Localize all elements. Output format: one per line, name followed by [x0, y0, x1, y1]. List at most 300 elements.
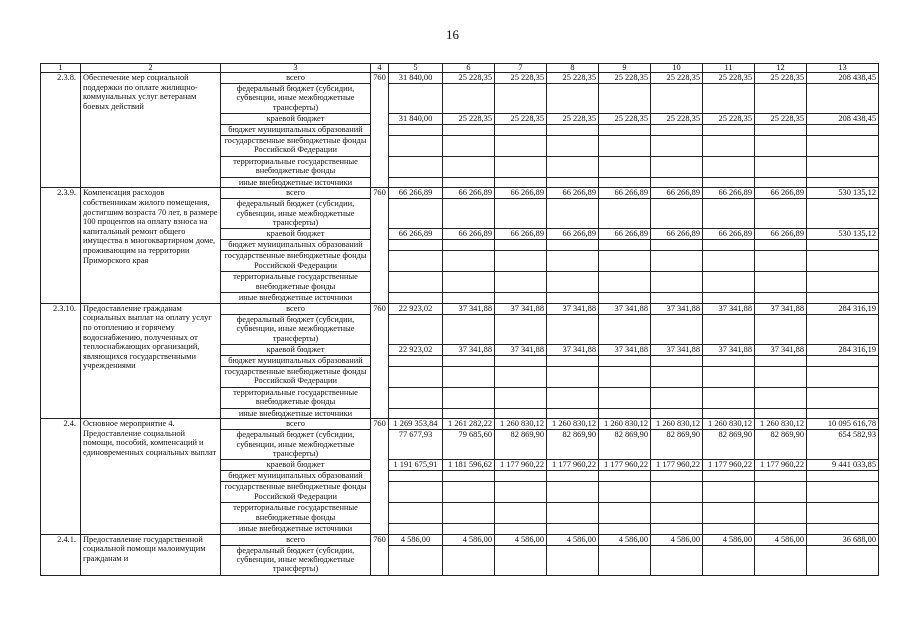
value-cell — [703, 178, 755, 188]
value-cell — [807, 524, 879, 534]
value-cell — [495, 199, 547, 229]
value-cell: 25 228,35 — [495, 73, 547, 84]
value-cell — [389, 524, 443, 534]
value-cell: 1 177 960,22 — [495, 460, 547, 471]
value-cell — [389, 293, 443, 303]
value-cell — [755, 136, 807, 157]
funding-source: государственные внебюджетные фонды Российской Федерации — [221, 366, 371, 387]
value-cell — [547, 503, 599, 524]
value-cell — [443, 471, 495, 482]
value-cell: 37 341,88 — [755, 344, 807, 355]
value-cell — [755, 199, 807, 229]
value-cell — [389, 387, 443, 408]
value-cell — [495, 387, 547, 408]
admin-code: 760 — [371, 303, 389, 418]
table-row — [41, 188, 879, 199]
value-cell: 66 266,89 — [389, 229, 443, 240]
value-cell: 1 260 830,12 — [495, 419, 547, 430]
value-cell — [389, 125, 443, 136]
header-cell-8: 8 — [547, 64, 599, 73]
value-cell — [807, 471, 879, 482]
value-cell: 66 266,89 — [651, 188, 703, 199]
value-cell — [651, 178, 703, 188]
value-cell — [599, 251, 651, 272]
admin-code: 760 — [371, 419, 389, 534]
value-cell: 25 228,35 — [651, 114, 703, 125]
value-cell — [755, 408, 807, 418]
value-cell — [443, 524, 495, 534]
value-cell — [599, 84, 651, 114]
funding-source: всего — [221, 188, 371, 199]
value-cell — [651, 355, 703, 366]
value-cell: 37 341,88 — [443, 303, 495, 314]
table-row — [41, 73, 879, 84]
value-cell: 37 341,88 — [495, 303, 547, 314]
value-cell — [547, 387, 599, 408]
value-cell — [495, 157, 547, 178]
value-cell — [755, 293, 807, 303]
value-cell: 4 586,00 — [443, 534, 495, 545]
value-cell — [495, 272, 547, 293]
value-cell: 4 586,00 — [703, 534, 755, 545]
row-number: 2.4. — [41, 419, 81, 534]
funding-source: бюджет муниципальных образований — [221, 355, 371, 366]
value-cell — [495, 240, 547, 251]
value-cell — [599, 471, 651, 482]
header-cell-11: 11 — [703, 64, 755, 73]
admin-code: 760 — [371, 534, 389, 575]
funding-source: федеральный бюджет (субсидии, субвенции, иные межбюджетные трансферты) — [221, 545, 371, 575]
value-cell — [495, 293, 547, 303]
value-cell: 208 438,45 — [807, 73, 879, 84]
value-cell: 37 341,88 — [703, 344, 755, 355]
value-cell: 530 135,12 — [807, 188, 879, 199]
value-cell: 66 266,89 — [495, 229, 547, 240]
value-cell — [651, 387, 703, 408]
value-cell: 66 266,89 — [755, 188, 807, 199]
value-cell — [755, 178, 807, 188]
value-cell: 25 228,35 — [443, 114, 495, 125]
value-cell — [703, 366, 755, 387]
value-cell — [807, 293, 879, 303]
event-name: Основное мероприятие 4. Предоставление социальной помощи, пособий, компенсаций и единовременных социальных выплат — [81, 419, 221, 534]
value-cell: 37 341,88 — [651, 344, 703, 355]
value-cell — [495, 545, 547, 575]
admin-code: 760 — [371, 73, 389, 188]
funding-source: территориальные государственные внебюджетные фонды — [221, 503, 371, 524]
value-cell — [807, 314, 879, 344]
value-cell — [443, 136, 495, 157]
value-cell: 25 228,35 — [495, 114, 547, 125]
value-cell: 79 685,60 — [443, 430, 495, 460]
value-cell — [703, 503, 755, 524]
value-cell: 25 228,35 — [703, 114, 755, 125]
value-cell: 1 260 830,12 — [755, 419, 807, 430]
value-cell — [599, 366, 651, 387]
value-cell — [807, 503, 879, 524]
value-cell — [755, 157, 807, 178]
funding-source: всего — [221, 303, 371, 314]
value-cell: 31 840,00 — [389, 114, 443, 125]
value-cell — [651, 251, 703, 272]
value-cell: 4 586,00 — [599, 534, 651, 545]
value-cell — [495, 84, 547, 114]
value-cell — [807, 366, 879, 387]
value-cell — [547, 366, 599, 387]
value-cell — [651, 157, 703, 178]
value-cell — [755, 366, 807, 387]
value-cell — [651, 199, 703, 229]
value-cell — [547, 314, 599, 344]
value-cell: 1 181 596,62 — [443, 460, 495, 471]
value-cell — [495, 524, 547, 534]
value-cell — [389, 314, 443, 344]
value-cell — [651, 84, 703, 114]
value-cell — [495, 503, 547, 524]
value-cell — [651, 545, 703, 575]
value-cell — [651, 136, 703, 157]
header-cell-7: 7 — [495, 64, 547, 73]
value-cell — [547, 545, 599, 575]
value-cell: 25 228,35 — [651, 73, 703, 84]
funding-source: иные внебюджетные источники — [221, 293, 371, 303]
value-cell — [547, 408, 599, 418]
value-cell — [495, 366, 547, 387]
value-cell: 530 135,12 — [807, 229, 879, 240]
funding-source: бюджет муниципальных образований — [221, 125, 371, 136]
funding-source: федеральный бюджет (субсидии, субвенции, иные межбюджетные трансферты) — [221, 430, 371, 460]
value-cell: 1 177 960,22 — [547, 460, 599, 471]
value-cell — [807, 408, 879, 418]
value-cell — [599, 503, 651, 524]
event-name: Обеспечение мер социальной поддержки по оплате жилищно-коммунальных услуг ветеранам боевых действий — [81, 73, 221, 188]
value-cell: 37 341,88 — [495, 344, 547, 355]
value-cell — [755, 251, 807, 272]
value-cell: 284 316,19 — [807, 303, 879, 314]
value-cell — [755, 471, 807, 482]
value-cell — [651, 471, 703, 482]
value-cell: 66 266,89 — [703, 188, 755, 199]
value-cell — [807, 136, 879, 157]
value-cell — [599, 125, 651, 136]
funding-source: краевой бюджет — [221, 229, 371, 240]
header-row — [41, 64, 879, 73]
header-cell-12: 12 — [755, 64, 807, 73]
value-cell — [599, 199, 651, 229]
funding-source: территориальные государственные внебюджетные фонды — [221, 387, 371, 408]
value-cell — [599, 524, 651, 534]
value-cell — [389, 366, 443, 387]
value-cell: 37 341,88 — [443, 344, 495, 355]
value-cell: 82 869,90 — [599, 430, 651, 460]
value-cell — [651, 503, 703, 524]
value-cell — [703, 157, 755, 178]
funding-source: бюджет муниципальных образований — [221, 240, 371, 251]
value-cell — [807, 240, 879, 251]
value-cell — [599, 240, 651, 251]
value-cell: 1 177 960,22 — [651, 460, 703, 471]
value-cell: 25 228,35 — [755, 73, 807, 84]
funding-source: территориальные государственные внебюджетные фонды — [221, 272, 371, 293]
value-cell: 82 869,90 — [547, 430, 599, 460]
value-cell: 1 177 960,22 — [755, 460, 807, 471]
value-cell: 31 840,00 — [389, 73, 443, 84]
value-cell — [703, 125, 755, 136]
funding-source: федеральный бюджет (субсидии, субвенции, иные межбюджетные трансферты) — [221, 199, 371, 229]
table-row — [41, 419, 879, 430]
value-cell — [703, 355, 755, 366]
value-cell — [703, 387, 755, 408]
funding-source: краевой бюджет — [221, 460, 371, 471]
value-cell — [703, 136, 755, 157]
header-cell-3: 3 — [221, 64, 371, 73]
funding-source: иные внебюджетные источники — [221, 524, 371, 534]
value-cell — [651, 240, 703, 251]
value-cell: 37 341,88 — [755, 303, 807, 314]
value-cell — [547, 178, 599, 188]
value-cell: 66 266,89 — [599, 229, 651, 240]
value-cell: 1 269 353,84 — [389, 419, 443, 430]
value-cell — [755, 503, 807, 524]
value-cell — [807, 199, 879, 229]
value-cell: 4 586,00 — [547, 534, 599, 545]
value-cell — [389, 272, 443, 293]
value-cell: 66 266,89 — [547, 229, 599, 240]
value-cell — [807, 545, 879, 575]
value-cell — [703, 84, 755, 114]
value-cell — [807, 272, 879, 293]
value-cell: 36 688,00 — [807, 534, 879, 545]
value-cell: 25 228,35 — [547, 114, 599, 125]
value-cell — [651, 524, 703, 534]
value-cell — [755, 272, 807, 293]
value-cell: 9 441 033,85 — [807, 460, 879, 471]
value-cell: 66 266,89 — [443, 229, 495, 240]
event-name: Компенсация расходов собственникам жилого помещения, достигшим возраста 70 лет, в размере 100 процентов на оплату взноса на капитальный ремонт общего имущества в многоквартирном доме, проживающим на территории Приморского края — [81, 188, 221, 303]
value-cell — [755, 545, 807, 575]
admin-code: 760 — [371, 188, 389, 303]
value-cell: 66 266,89 — [651, 229, 703, 240]
value-cell — [703, 272, 755, 293]
value-cell: 66 266,89 — [547, 188, 599, 199]
header-cell-4: 4 — [371, 64, 389, 73]
value-cell: 1 177 960,22 — [599, 460, 651, 471]
value-cell — [755, 314, 807, 344]
value-cell — [443, 272, 495, 293]
value-cell — [443, 84, 495, 114]
value-cell — [495, 314, 547, 344]
value-cell — [807, 178, 879, 188]
value-cell: 1 191 675,91 — [389, 460, 443, 471]
value-cell — [703, 408, 755, 418]
value-cell — [443, 251, 495, 272]
value-cell — [807, 251, 879, 272]
value-cell: 1 260 830,12 — [651, 419, 703, 430]
event-name: Предоставление гражданам социальных выплат на оплату услуг по отоплению и горячему водоснабжению, полученных от теплоснабжающих организаций, являющихся государственными учреждениями — [81, 303, 221, 418]
header-cell-13: 13 — [807, 64, 879, 73]
value-cell: 4 586,00 — [389, 534, 443, 545]
value-cell — [755, 524, 807, 534]
value-cell — [389, 482, 443, 503]
value-cell — [547, 157, 599, 178]
value-cell — [703, 251, 755, 272]
value-cell — [807, 387, 879, 408]
value-cell — [495, 136, 547, 157]
value-cell — [703, 482, 755, 503]
value-cell — [807, 482, 879, 503]
budget-table — [40, 63, 879, 576]
value-cell — [599, 178, 651, 188]
funding-source: иные внебюджетные источники — [221, 178, 371, 188]
value-cell — [703, 314, 755, 344]
value-cell: 25 228,35 — [599, 73, 651, 84]
value-cell — [755, 125, 807, 136]
value-cell: 1 260 830,12 — [599, 419, 651, 430]
funding-source: всего — [221, 73, 371, 84]
value-cell: 654 582,93 — [807, 430, 879, 460]
value-cell — [389, 199, 443, 229]
value-cell — [495, 125, 547, 136]
funding-source: всего — [221, 419, 371, 430]
value-cell — [807, 157, 879, 178]
funding-source: краевой бюджет — [221, 114, 371, 125]
value-cell — [443, 408, 495, 418]
value-cell — [703, 545, 755, 575]
value-cell — [703, 199, 755, 229]
value-cell: 77 677,93 — [389, 430, 443, 460]
value-cell: 37 341,88 — [599, 344, 651, 355]
value-cell: 1 177 960,22 — [703, 460, 755, 471]
value-cell — [547, 524, 599, 534]
table-row — [41, 534, 879, 545]
value-cell: 4 586,00 — [495, 534, 547, 545]
row-number: 2.3.9. — [41, 188, 81, 303]
value-cell — [599, 293, 651, 303]
value-cell — [443, 314, 495, 344]
value-cell — [495, 178, 547, 188]
value-cell — [703, 293, 755, 303]
value-cell — [755, 240, 807, 251]
value-cell — [599, 272, 651, 293]
page-number: 16 — [446, 27, 459, 42]
funding-source: государственные внебюджетные фонды Российской Федерации — [221, 136, 371, 157]
funding-source: федеральный бюджет (субсидии, субвенции, иные межбюджетные трансферты) — [221, 84, 371, 114]
value-cell — [807, 355, 879, 366]
value-cell: 284 316,19 — [807, 344, 879, 355]
value-cell — [495, 471, 547, 482]
value-cell — [547, 471, 599, 482]
value-cell — [443, 157, 495, 178]
value-cell — [599, 387, 651, 408]
value-cell — [755, 84, 807, 114]
value-cell — [547, 240, 599, 251]
value-cell — [495, 408, 547, 418]
value-cell: 37 341,88 — [703, 303, 755, 314]
value-cell: 82 869,90 — [703, 430, 755, 460]
value-cell — [651, 482, 703, 503]
value-cell — [599, 136, 651, 157]
value-cell — [389, 240, 443, 251]
value-cell: 66 266,89 — [599, 188, 651, 199]
value-cell — [651, 366, 703, 387]
funding-source: бюджет муниципальных образований — [221, 471, 371, 482]
value-cell — [443, 545, 495, 575]
value-cell — [651, 408, 703, 418]
event-name: Предоставление государственной социальной помощи малоимущим гражданам и — [81, 534, 221, 575]
value-cell: 25 228,35 — [755, 114, 807, 125]
header-cell-9: 9 — [599, 64, 651, 73]
value-cell: 37 341,88 — [599, 303, 651, 314]
value-cell: 66 266,89 — [443, 188, 495, 199]
value-cell — [389, 178, 443, 188]
value-cell: 4 586,00 — [755, 534, 807, 545]
value-cell: 82 869,90 — [755, 430, 807, 460]
value-cell — [495, 482, 547, 503]
value-cell: 4 586,00 — [651, 534, 703, 545]
value-cell — [547, 136, 599, 157]
funding-source: краевой бюджет — [221, 344, 371, 355]
value-cell — [651, 125, 703, 136]
header-cell-6: 6 — [443, 64, 495, 73]
value-cell: 82 869,90 — [495, 430, 547, 460]
value-cell: 25 228,35 — [547, 73, 599, 84]
value-cell — [443, 387, 495, 408]
value-cell: 22 923,02 — [389, 344, 443, 355]
funding-source: иные внебюджетные источники — [221, 408, 371, 418]
value-cell: 37 341,88 — [651, 303, 703, 314]
value-cell: 25 228,35 — [703, 73, 755, 84]
value-cell: 66 266,89 — [389, 188, 443, 199]
value-cell — [599, 157, 651, 178]
value-cell — [389, 84, 443, 114]
row-number: 2.3.10. — [41, 303, 81, 418]
value-cell — [599, 408, 651, 418]
funding-source: федеральный бюджет (субсидии, субвенции, иные межбюджетные трансферты) — [221, 314, 371, 344]
value-cell — [495, 355, 547, 366]
value-cell: 1 261 282,22 — [443, 419, 495, 430]
value-cell: 66 266,89 — [495, 188, 547, 199]
value-cell: 25 228,35 — [443, 73, 495, 84]
header-cell-1: 1 — [41, 64, 81, 73]
value-cell: 1 260 830,12 — [703, 419, 755, 430]
value-cell: 1 260 830,12 — [547, 419, 599, 430]
value-cell — [443, 482, 495, 503]
value-cell — [599, 482, 651, 503]
value-cell: 37 341,88 — [547, 303, 599, 314]
value-cell — [807, 84, 879, 114]
value-cell: 25 228,35 — [599, 114, 651, 125]
value-cell — [651, 293, 703, 303]
value-cell: 37 341,88 — [547, 344, 599, 355]
value-cell — [443, 178, 495, 188]
value-cell — [547, 84, 599, 114]
value-cell — [703, 471, 755, 482]
header-cell-10: 10 — [651, 64, 703, 73]
value-cell — [389, 408, 443, 418]
value-cell: 82 869,90 — [651, 430, 703, 460]
value-cell — [599, 545, 651, 575]
value-cell — [547, 355, 599, 366]
table-row — [41, 303, 879, 314]
value-cell — [703, 524, 755, 534]
value-cell: 66 266,89 — [755, 229, 807, 240]
value-cell — [547, 482, 599, 503]
row-number: 2.3.8. — [41, 73, 81, 188]
value-cell — [389, 251, 443, 272]
value-cell — [547, 293, 599, 303]
value-cell — [389, 503, 443, 524]
value-cell — [389, 136, 443, 157]
